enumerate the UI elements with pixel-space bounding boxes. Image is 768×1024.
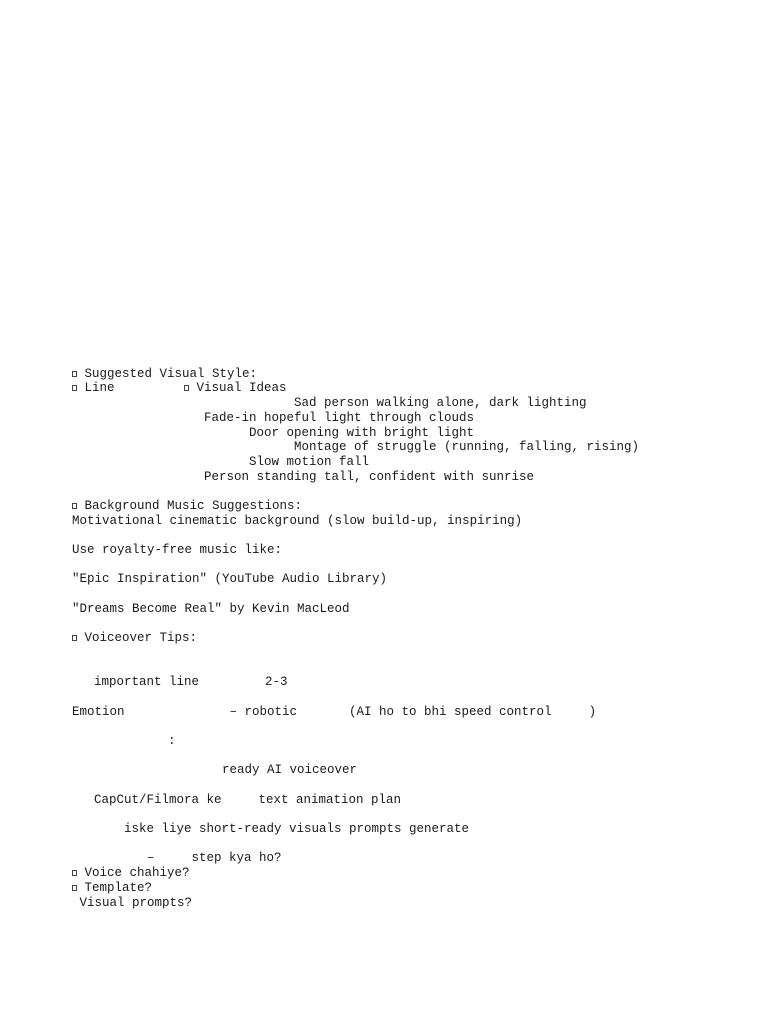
spacer xyxy=(72,191,762,206)
emoji-icon xyxy=(72,503,77,509)
next-step-option: iske liye short-ready visuals prompts generate xyxy=(124,822,470,837)
spacer xyxy=(72,807,762,822)
poem-line xyxy=(72,176,762,191)
spacer xyxy=(72,235,762,250)
poem-line xyxy=(72,220,762,235)
visual-style-row xyxy=(72,411,762,426)
spacer xyxy=(72,308,762,323)
poem-line xyxy=(72,249,762,264)
spacer xyxy=(72,719,762,734)
music-track: "Epic Inspiration" (YouTube Audio Library) xyxy=(72,572,388,587)
row-idea: Sad person walking alone, dark lighting xyxy=(294,396,587,411)
next-step-option: CapCut/Filmora ke text animation plan xyxy=(94,792,402,807)
spacer xyxy=(72,616,762,631)
poem-line xyxy=(72,88,762,103)
row-line xyxy=(72,470,204,485)
visual-style-row xyxy=(72,396,762,411)
row-idea: Montage of struggle (running, falling, rising) xyxy=(294,440,640,455)
spacer xyxy=(72,778,762,793)
spacer xyxy=(72,558,762,573)
music-track: "Dreams Become Real" by Kevin MacLeod xyxy=(72,601,350,616)
row-idea: Slow motion fall xyxy=(249,454,370,469)
visual-style-row xyxy=(72,455,762,470)
visual-style-header-row xyxy=(72,381,762,396)
row-line xyxy=(72,426,249,441)
column-header-ideas: Visual Ideas xyxy=(196,381,287,396)
document-body xyxy=(72,73,762,910)
spacer xyxy=(72,690,762,705)
emoji-icon xyxy=(72,885,77,891)
spacer xyxy=(72,102,762,117)
spacer xyxy=(72,749,762,764)
row-idea: Fade-in hopeful light through clouds xyxy=(204,410,475,425)
next-step-option: ready AI voiceover xyxy=(222,763,358,778)
visual-style-row xyxy=(72,426,762,441)
spacer xyxy=(72,587,762,602)
voiceover-tip: important line 2-3 xyxy=(94,675,288,690)
column-header-line: Line xyxy=(84,381,115,396)
row-line xyxy=(72,396,294,411)
spacer xyxy=(72,161,762,176)
music-intro: Use royalty-free music like: xyxy=(72,543,283,557)
spacer xyxy=(72,352,762,367)
closing-question: – step kya ho? xyxy=(147,851,282,866)
row-line xyxy=(72,440,294,455)
voiceover-tip: Emotion – robotic (AI ho to bhi speed control ) xyxy=(72,704,597,719)
music-description: Motivational cinematic background (slow build-up, inspiring) xyxy=(72,513,523,528)
emoji-icon xyxy=(184,385,189,391)
row-line xyxy=(72,455,249,470)
next-steps-intro: : xyxy=(168,733,176,748)
poem-line xyxy=(72,323,762,338)
row-idea: Person standing tall, confident with sunrise xyxy=(204,469,535,484)
poem-line xyxy=(72,117,762,132)
spacer xyxy=(72,484,762,499)
voiceover-tip xyxy=(72,646,762,661)
closing-option: Template? xyxy=(72,881,762,896)
emoji-icon xyxy=(72,870,77,876)
row-idea: Door opening with bright light xyxy=(249,425,475,440)
poem-line xyxy=(72,205,762,220)
visual-style-heading: Suggested Visual Style: xyxy=(72,367,762,382)
emoji-icon xyxy=(72,371,77,377)
spacer xyxy=(72,528,762,543)
music-heading: Background Music Suggestions: xyxy=(72,499,762,514)
poem-line xyxy=(72,73,762,88)
spacer xyxy=(72,661,762,676)
poem-line xyxy=(72,279,762,294)
visual-style-row xyxy=(72,470,762,485)
poem-line xyxy=(72,293,762,308)
emoji-icon xyxy=(72,635,77,641)
voiceover-heading: Voiceover Tips: xyxy=(72,631,762,646)
poem-line xyxy=(72,146,762,161)
emoji-icon xyxy=(72,385,77,391)
spacer xyxy=(72,132,762,147)
row-line xyxy=(72,411,204,426)
poem-line xyxy=(72,337,762,352)
visual-style-row xyxy=(72,440,762,455)
spacer xyxy=(72,264,762,279)
closing-option: Visual prompts? xyxy=(72,895,193,910)
spacer xyxy=(72,837,762,852)
closing-option: Voice chahiye? xyxy=(72,866,762,881)
